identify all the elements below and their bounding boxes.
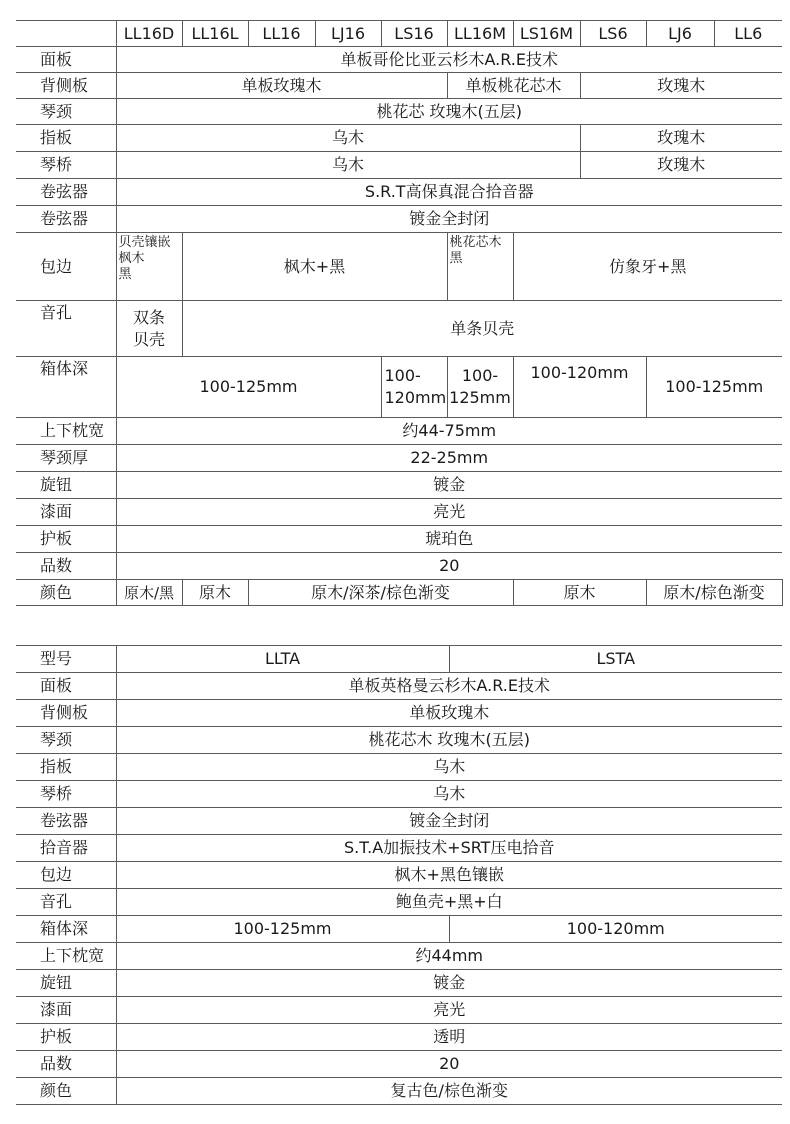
cell-value: 乌木 [116, 754, 782, 781]
table-row [16, 997, 782, 1024]
table-row [16, 673, 782, 700]
cell-value: 亮光 [116, 997, 782, 1024]
cell-value: 桃花芯 玫瑰木(五层) [116, 99, 782, 125]
row-label: 漆面 [16, 499, 116, 526]
row-label: 指板 [16, 125, 116, 152]
table-row [16, 73, 782, 99]
cell-value: 原木/黑 [116, 580, 182, 606]
table-row [16, 526, 782, 553]
row-label: 指板 [16, 754, 116, 781]
table-row [16, 700, 782, 727]
row-label: 音孔 [16, 301, 116, 357]
model-header: LJ16 [315, 21, 381, 47]
table-row [16, 1024, 782, 1051]
cell-value: 亮光 [116, 499, 782, 526]
cell-value: 琥珀色 [116, 526, 782, 553]
row-label: 箱体深 [16, 357, 116, 418]
table-row [16, 357, 782, 418]
cell-value: 镀金 [116, 970, 782, 997]
table-row [16, 1078, 782, 1105]
row-label: 背侧板 [16, 73, 116, 99]
cell-value: 22-25mm [116, 445, 782, 472]
model-header: LS16M [513, 21, 580, 47]
cell-value: 原木/深茶/棕色渐变 [248, 580, 513, 606]
model-header: LL16M [447, 21, 513, 47]
table-row [16, 889, 782, 916]
cell-value: 玫瑰木 [580, 152, 782, 179]
cell-value: 玫瑰木 [580, 125, 782, 152]
table-row [16, 47, 782, 73]
row-label: 音孔 [16, 889, 116, 916]
row-label: 颜色 [16, 580, 116, 606]
model-header: LL16 [248, 21, 315, 47]
row-label: 面板 [16, 673, 116, 700]
cell-value: 100- 125mm [447, 357, 513, 418]
row-label: 颜色 [16, 1078, 116, 1105]
table-row [16, 152, 782, 179]
table-row [16, 754, 782, 781]
model-header: LL6 [714, 21, 782, 47]
cell-value: 透明 [116, 1024, 782, 1051]
row-label: 面板 [16, 47, 116, 73]
row-label: 旋钮 [16, 472, 116, 499]
table-row [16, 646, 782, 673]
cell-value: 单板英格曼云杉木A.R.E技术 [116, 673, 782, 700]
cell-value: S.T.A加振技术+SRT压电拾音 [116, 835, 782, 862]
model-header: LS16 [381, 21, 447, 47]
row-label: 上下枕宽 [16, 943, 116, 970]
row-label: 背侧板 [16, 700, 116, 727]
table-row [16, 580, 782, 606]
row-label: 卷弦器 [16, 179, 116, 206]
cell-value: 单板玫瑰木 [116, 73, 447, 99]
model-header: LL16L [182, 21, 248, 47]
table-row [16, 301, 782, 357]
cell-value: 桃花芯木 玫瑰木(五层) [116, 727, 782, 754]
model-header: LLTA [116, 646, 449, 673]
row-label: 品数 [16, 553, 116, 580]
table-row [16, 472, 782, 499]
cell-value: 单板桃花芯木 [447, 73, 580, 99]
table-row [16, 943, 782, 970]
cell-value: 桃花芯木 黑 [447, 233, 513, 301]
cell-value: 枫木+黑色镶嵌 [116, 862, 782, 889]
cell-value: 100-120mm [449, 916, 782, 943]
row-label: 护板 [16, 526, 116, 553]
cell-value: 100-125mm [116, 357, 381, 418]
row-label: 型号 [16, 646, 116, 673]
cell-value: 贝壳镶嵌 枫木 黑 [116, 233, 182, 301]
cell-value: 20 [116, 553, 782, 580]
cell-value: 单板玫瑰木 [116, 700, 782, 727]
cell-value: 原木 [182, 580, 248, 606]
cell-value: 100- 120mm [381, 357, 447, 418]
cell-value: 原木/棕色渐变 [646, 580, 782, 606]
cell-value: 乌木 [116, 781, 782, 808]
table-row [16, 125, 782, 152]
cell-value: 约44mm [116, 943, 782, 970]
cell-value: 100-120mm [513, 357, 646, 418]
cell-value: 单条贝壳 [182, 301, 782, 357]
row-label: 琴桥 [16, 781, 116, 808]
table-row [16, 206, 782, 233]
spec-table-1 [16, 20, 782, 606]
table-row [16, 916, 782, 943]
model-header: LL16D [116, 21, 182, 47]
table-row [16, 499, 782, 526]
cell-value: 镀金全封闭 [116, 808, 782, 835]
cell-value: 鲍鱼壳+黑+白 [116, 889, 782, 916]
table-row [16, 781, 782, 808]
row-label: 包边 [16, 862, 116, 889]
table-row [16, 99, 782, 125]
row-label: 品数 [16, 1051, 116, 1078]
table-row [16, 808, 782, 835]
cell-value: 乌木 [116, 152, 580, 179]
row-label: 护板 [16, 1024, 116, 1051]
cell-value: 约44-75mm [116, 418, 782, 445]
row-label: 箱体深 [16, 916, 116, 943]
spec-table-2 [16, 645, 782, 1105]
row-label: 卷弦器 [16, 808, 116, 835]
table-row [16, 445, 782, 472]
table-row [16, 233, 782, 301]
cell-value: 原木 [513, 580, 646, 606]
row-label: 漆面 [16, 997, 116, 1024]
table-row [16, 727, 782, 754]
cell-value: S.R.T高保真混合拾音器 [116, 179, 782, 206]
cell-value: 复古色/棕色渐变 [116, 1078, 782, 1105]
cell-value: 枫木+黑 [182, 233, 447, 301]
row-label: 琴颈厚 [16, 445, 116, 472]
header-corner [16, 21, 116, 47]
cell-value: 玫瑰木 [580, 73, 782, 99]
table-row [16, 418, 782, 445]
cell-value: 单板哥伦比亚云杉木A.R.E技术 [116, 47, 782, 73]
row-label: 琴桥 [16, 152, 116, 179]
table-row [16, 553, 782, 580]
model-header: LJ6 [646, 21, 714, 47]
row-label: 拾音器 [16, 835, 116, 862]
table-row [16, 835, 782, 862]
table-row [16, 970, 782, 997]
cell-value: 双条 贝壳 [116, 301, 182, 357]
row-label: 旋钮 [16, 970, 116, 997]
row-label: 包边 [16, 233, 116, 301]
cell-value: 20 [116, 1051, 782, 1078]
table-row [16, 1051, 782, 1078]
table-row [16, 179, 782, 206]
row-label: 上下枕宽 [16, 418, 116, 445]
header-row [16, 21, 782, 47]
cell-value: 100-125mm [116, 916, 449, 943]
cell-value: 镀金 [116, 472, 782, 499]
row-label: 琴颈 [16, 727, 116, 754]
row-label: 卷弦器 [16, 206, 116, 233]
table-row [16, 862, 782, 889]
row-label: 琴颈 [16, 99, 116, 125]
cell-value: 100-125mm [646, 357, 782, 418]
cell-value: 镀金全封闭 [116, 206, 782, 233]
cell-value: 仿象牙+黑 [513, 233, 782, 301]
cell-value: 乌木 [116, 125, 580, 152]
model-header: LSTA [449, 646, 782, 673]
model-header: LS6 [580, 21, 646, 47]
